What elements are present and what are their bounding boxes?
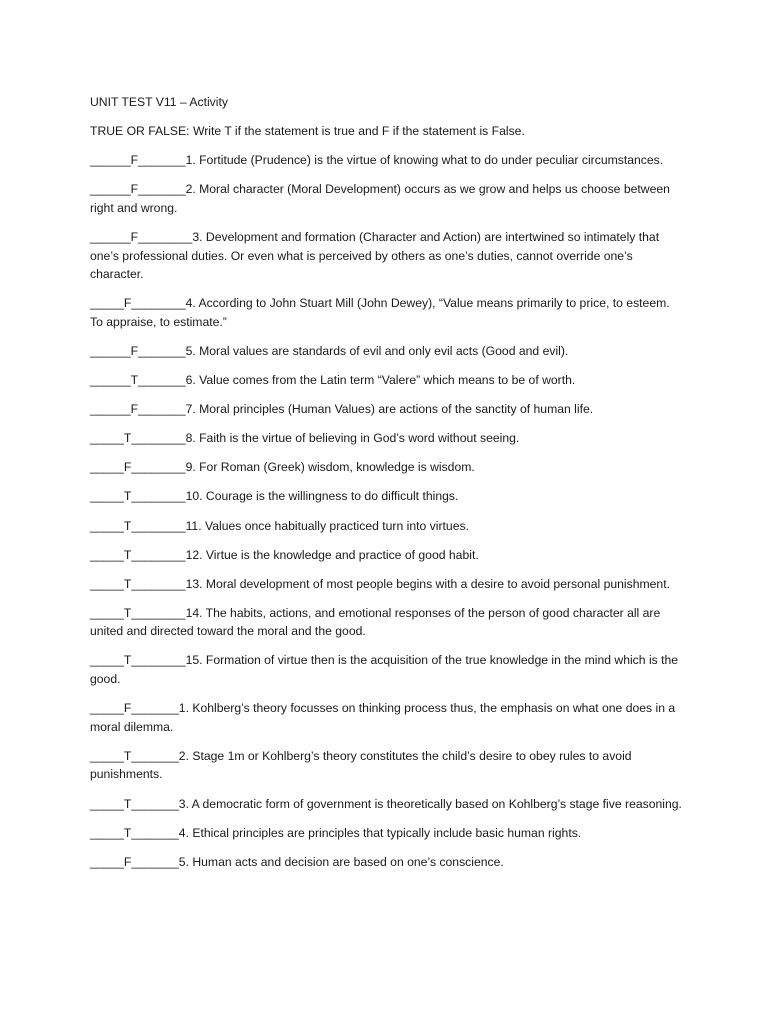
question-item [90, 180, 682, 217]
question-item [90, 151, 682, 170]
question-item [90, 651, 682, 688]
document-page [90, 93, 682, 882]
answer-blank: _____T________ [90, 489, 186, 504]
answer-blank: _____T_______ [90, 796, 179, 811]
question-text: 5. Moral values are standards of evil and only evil acts (Good and evil). [185, 343, 569, 358]
question-item [90, 429, 682, 448]
answer-blank: _____T________ [90, 547, 186, 562]
question-text: 5. Human acts and decision are based on one’s conscience. [178, 854, 504, 869]
question-text: 11. Values once habitually practiced turn into virtues. [185, 518, 469, 533]
question-item [90, 699, 682, 736]
question-text: 3. A democratic form of government is theoretically based on Kohlberg’s stage five reasoning. [178, 796, 682, 811]
answer-blank: ______T_______ [90, 373, 186, 388]
page-title: UNIT TEST V11 – Activity [90, 95, 228, 109]
answer-blank: _____T_______ [90, 748, 179, 763]
question-text: 1. Kohlberg’s theory focusses on thinking process thus, the emphasis on what one does in a moral dilemma. [90, 701, 679, 734]
question-text: 15. Formation of virtue then is the acquisition of the true knowledge in the mind which is the good. [90, 653, 682, 687]
question-item [90, 795, 682, 814]
answer-blank: ______F________ [90, 229, 193, 244]
answer-blank: ______F_______ [90, 182, 186, 197]
question-text: 6. Value comes from the Latin term “Valere” which means to be of worth. [185, 373, 576, 388]
question-text: 12. Virtue is the knowledge and practice of good habit. [185, 547, 479, 562]
question-item [90, 546, 682, 565]
question-item [90, 824, 682, 843]
answer-blank: _____F_______ [90, 701, 179, 716]
question-text: 1. Fortitude (Prudence) is the virtue of knowing what to do under peculiar circumstances. [185, 153, 664, 168]
answer-blank: ______F_______ [90, 343, 186, 358]
answer-blank: _____T________ [90, 653, 186, 668]
instructions: TRUE OR FALSE: Write T if the statement is true and F if the statement is False. [90, 124, 525, 139]
question-item [90, 575, 682, 594]
question-text: 3. Development and formation (Character and Action) are intertwined so intimately that one’s professional duties. Or even what is perceived by others as one’s duties, cannot override one’s character. [90, 229, 663, 282]
question-text: 7. Moral principles (Human Values) are actions of the sanctity of human life. [185, 402, 594, 417]
question-text: 2. Moral character (Moral Development) occurs as we grow and helps us choose between right and wrong. [90, 182, 674, 215]
answer-blank: _____T________ [90, 605, 186, 620]
question-item [90, 228, 682, 284]
question-item [90, 400, 682, 419]
question-text: 9. For Roman (Greek) wisdom, knowledge is wisdom. [185, 460, 475, 475]
question-item [90, 294, 682, 331]
question-item [90, 371, 682, 390]
question-item [90, 853, 682, 872]
question-item [90, 487, 682, 506]
answer-blank: _____T________ [90, 431, 186, 446]
question-item [90, 747, 682, 784]
answer-blank: _____F________ [90, 460, 186, 475]
question-item [90, 458, 682, 477]
question-text: 2. Stage 1m or Kohlberg’s theory constitutes the child’s desire to obey rules to avoid punishments. [90, 748, 635, 782]
question-text: 4. Ethical principles are principles that typically include basic human rights. [178, 825, 582, 840]
answer-blank: _____T________ [90, 576, 186, 591]
answer-blank: _____F________ [90, 296, 186, 311]
answer-blank: _____T________ [90, 518, 186, 533]
answer-blank: _____F_______ [90, 854, 179, 869]
question-item [90, 517, 682, 536]
question-text: 13. Moral development of most people begins with a desire to avoid personal punishment. [185, 576, 670, 591]
answer-blank: ______F_______ [90, 402, 186, 417]
question-text: 8. Faith is the virtue of believing in God’s word without seeing. [185, 431, 520, 446]
question-text: 4. According to John Stuart Mill (John Dewey), “Value means primarily to price, to esteem. To appraise, to estimate.” [90, 296, 673, 329]
question-item [90, 342, 682, 361]
answer-blank: _____T_______ [90, 825, 179, 840]
question-text: 10. Courage is the willingness to do difficult things. [185, 489, 459, 504]
question-item [90, 604, 682, 641]
question-text: 14. The habits, actions, and emotional responses of the person of good character all are united and directed toward the moral and the good. [90, 605, 664, 639]
answer-blank: ______F_______ [90, 153, 186, 168]
